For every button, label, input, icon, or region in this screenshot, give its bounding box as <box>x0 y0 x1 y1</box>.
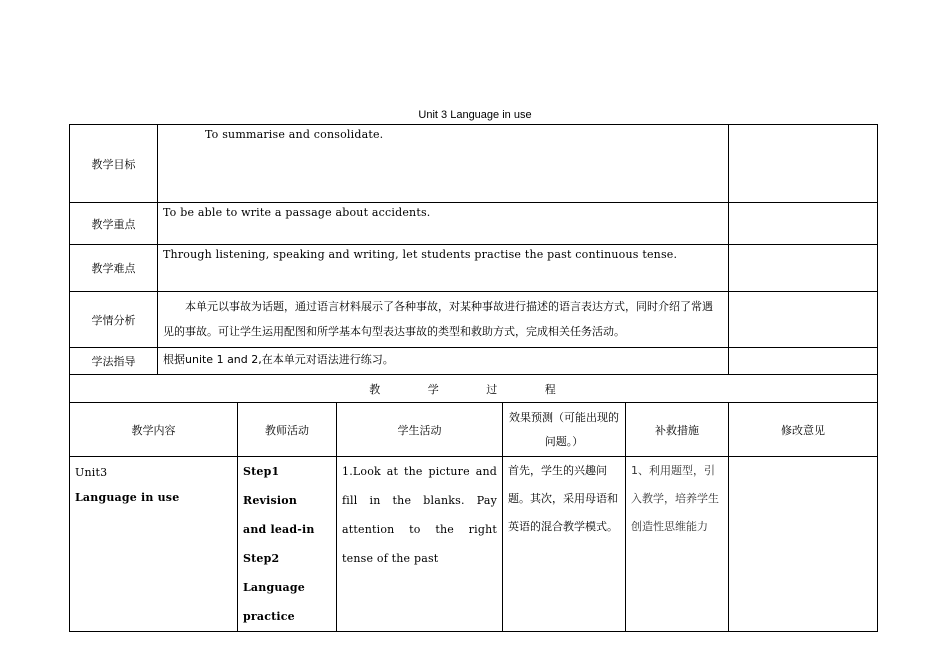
process-content-cell <box>70 457 238 632</box>
process-header-row <box>70 375 878 403</box>
process-revision-cell <box>729 457 878 632</box>
key-points-row <box>70 203 878 245</box>
process-topic: Language in use <box>75 491 180 504</box>
process-remedy-cell: 1、利用题型，引入教学，培养学生创造性思维能力 <box>626 457 729 632</box>
objectives-content: To summarise and consolidate. <box>158 125 729 203</box>
process-teacher-cell <box>238 457 337 632</box>
guidance-notes <box>729 348 878 375</box>
objectives-label: 教学目标 <box>70 125 158 203</box>
col-header-effect: 效果预测（可能出现的问题。） <box>503 403 626 457</box>
col-header-teacher: 教师活动 <box>238 403 337 457</box>
teacher-step-line: Step2 Language <box>243 552 305 594</box>
difficulties-row <box>70 245 878 292</box>
difficulties-notes <box>729 245 878 292</box>
guidance-label: 学法指导 <box>70 348 158 375</box>
key-points-notes <box>729 203 878 245</box>
teacher-step-line: and lead-in <box>243 523 315 536</box>
analysis-row <box>70 292 878 348</box>
col-header-student: 学生活动 <box>337 403 503 457</box>
col-header-revision: 修改意见 <box>729 403 878 457</box>
objectives-row <box>70 125 878 203</box>
key-points-content: To be able to write a passage about accidents. <box>158 203 729 245</box>
guidance-row <box>70 348 878 375</box>
teacher-step-line: practice <box>243 610 295 623</box>
column-header-row <box>70 403 878 457</box>
guidance-content: 根据unite 1 and 2,在本单元对语法进行练习。 <box>158 348 729 375</box>
key-points-label: 教学重点 <box>70 203 158 245</box>
analysis-label: 学情分析 <box>70 292 158 348</box>
objectives-notes <box>729 125 878 203</box>
analysis-content: 本单元以事故为话题，通过语言材料展示了各种事故，对某种事故进行描述的语言表达方式，同时介绍了常遇见的事故。可让学生运用配图和所学基本句型表达事故的类型和救助方式，完成相关任务活动。 <box>158 292 729 348</box>
process-header: 教 学 过 程 <box>70 375 878 403</box>
col-header-remedy: 补救措施 <box>626 403 729 457</box>
process-student-cell: 1.Look at the picture and fill in the blanks. Pay attention to the right tense of the past <box>337 457 503 632</box>
teacher-step-line: Step1 Revision <box>243 465 298 507</box>
document-title: Unit 3 Language in use <box>418 109 532 121</box>
lesson-plan-table <box>69 124 878 632</box>
difficulties-content: Through listening, speaking and writing, let students practise the past continuous tense. <box>158 245 729 292</box>
analysis-notes <box>729 292 878 348</box>
process-unit: Unit3 <box>75 466 108 479</box>
process-effect-cell: 首先，学生的兴趣问题。其次，采用母语和英语的混合教学模式。 <box>503 457 626 632</box>
difficulties-label: 教学难点 <box>70 245 158 292</box>
col-header-content: 教学内容 <box>70 403 238 457</box>
process-row <box>70 457 878 632</box>
